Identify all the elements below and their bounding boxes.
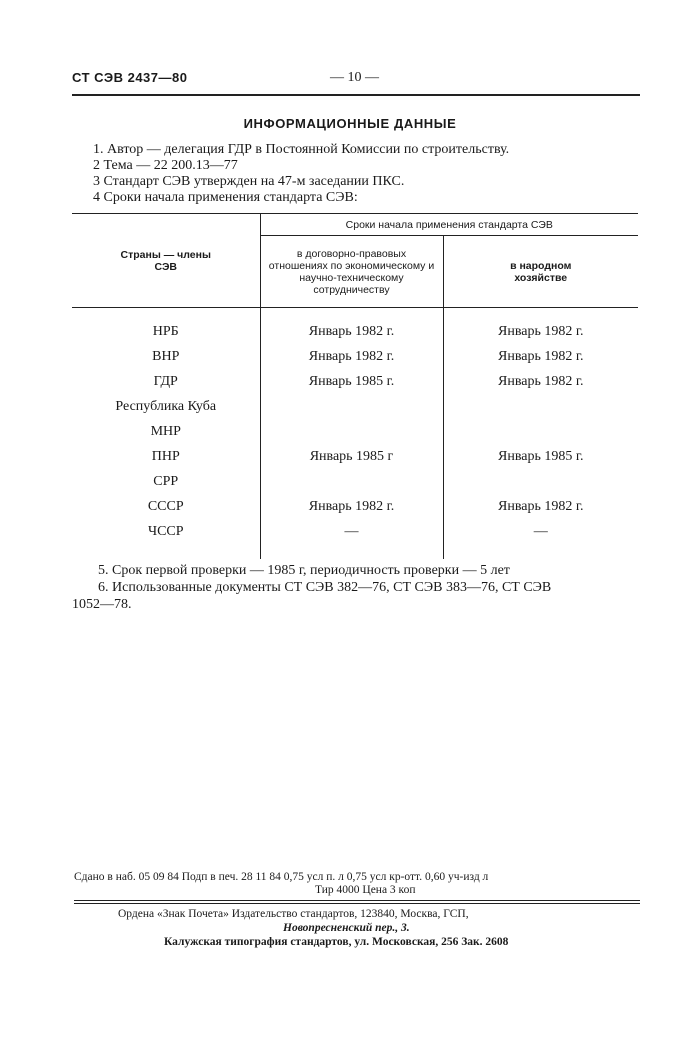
table-row bbox=[72, 520, 638, 545]
column-group-header: Сроки начала применения стандарта СЭВ bbox=[260, 214, 638, 236]
country-cell: ЧССР bbox=[147, 524, 184, 539]
column-header-economy: в народном хозяйстве bbox=[443, 236, 638, 308]
contract-date-cell: — bbox=[260, 520, 443, 545]
table-row bbox=[72, 370, 638, 395]
economy-date-cell bbox=[443, 395, 638, 420]
info-item-approval: 3 Стандарт СЭВ утвержден на 47-м заседании ПКС. bbox=[93, 174, 405, 189]
table-row bbox=[72, 470, 638, 495]
economy-date-cell: Январь 1982 г. bbox=[443, 320, 638, 345]
page-number: — 10 — bbox=[330, 70, 379, 85]
country-cell: ПНР bbox=[151, 449, 180, 464]
country-cell: Республика Куба bbox=[115, 399, 217, 414]
country-cell: ГДР bbox=[153, 374, 178, 389]
economy-date-cell: Январь 1982 г. bbox=[443, 495, 638, 520]
imprint-circulation-price: Тир 4000 Цена 3 коп bbox=[315, 884, 416, 896]
contract-date-cell: Январь 1982 г. bbox=[260, 345, 443, 370]
document-code: СТ СЭВ 2437—80 bbox=[72, 70, 188, 85]
header-rule bbox=[72, 94, 640, 96]
imprint-rule bbox=[74, 900, 640, 901]
table-row bbox=[72, 420, 638, 445]
economy-date-cell bbox=[443, 420, 638, 445]
contract-date-cell bbox=[260, 470, 443, 495]
contract-date-cell: Январь 1985 г bbox=[260, 445, 443, 470]
column-header-contract: в договорно-правовых отношениях по экономическому и научно-техническому сотрудничеству bbox=[260, 236, 443, 308]
table-row bbox=[72, 345, 638, 370]
info-item-references: 6. Использованные документы СТ СЭВ 382—76, СТ СЭВ 383—76, СТ СЭВ bbox=[98, 580, 552, 595]
section-title: ИНФОРМАЦИОННЫЕ ДАННЫЕ bbox=[243, 116, 457, 131]
table-row bbox=[72, 445, 638, 470]
table-row bbox=[72, 320, 638, 345]
contract-date-cell: Январь 1982 г. bbox=[260, 495, 443, 520]
economy-date-cell: Январь 1985 г. bbox=[443, 445, 638, 470]
info-item-author: 1. Автор — делегация ГДР в Постоянной Комиссии по строительству. bbox=[93, 142, 510, 157]
country-cell: СССР bbox=[147, 499, 184, 514]
info-item-dates: 4 Сроки начала применения стандарта СЭВ: bbox=[93, 190, 358, 205]
economy-date-cell: Январь 1982 г. bbox=[443, 345, 638, 370]
contract-date-cell bbox=[260, 420, 443, 445]
info-item-topic: 2 Тема — 22 200.13—77 bbox=[93, 158, 238, 173]
country-cell: НРБ bbox=[152, 324, 179, 339]
table-header-row bbox=[72, 214, 638, 236]
imprint-publisher-address: Новопресненский пер., 3. bbox=[283, 922, 410, 934]
economy-date-cell: Январь 1982 г. bbox=[443, 370, 638, 395]
application-dates-table bbox=[72, 213, 638, 559]
country-cell: МНР bbox=[150, 424, 181, 439]
economy-date-cell: — bbox=[443, 520, 638, 545]
contract-date-cell: Январь 1985 г. bbox=[260, 370, 443, 395]
country-cell: ВНР bbox=[152, 349, 180, 364]
imprint-publisher: Ордена «Знак Почета» Издательство стандартов, 123840, Москва, ГСП, bbox=[118, 908, 469, 920]
contract-date-cell bbox=[260, 395, 443, 420]
column-header-country: Страны — члены СЭВ bbox=[72, 214, 260, 308]
info-item-review: 5. Срок первой проверки — 1985 г, периодичность проверки — 5 лет bbox=[98, 563, 510, 578]
imprint-print-details: Сдано в наб. 05 09 84 Подп в печ. 28 11 84 0,75 усл п. л 0,75 усл кр-отт. 0,60 уч-изд л bbox=[74, 871, 489, 883]
country-cell: СРР bbox=[153, 474, 179, 489]
contract-date-cell: Январь 1982 г. bbox=[260, 320, 443, 345]
economy-date-cell bbox=[443, 470, 638, 495]
info-item-references-cont: 1052—78. bbox=[72, 597, 132, 612]
imprint-rule-2 bbox=[74, 903, 640, 904]
table-row bbox=[72, 495, 638, 520]
imprint-printing-house: Калужская типография стандартов, ул. Московская, 256 Зак. 2608 bbox=[164, 936, 509, 948]
table-row bbox=[72, 395, 638, 420]
